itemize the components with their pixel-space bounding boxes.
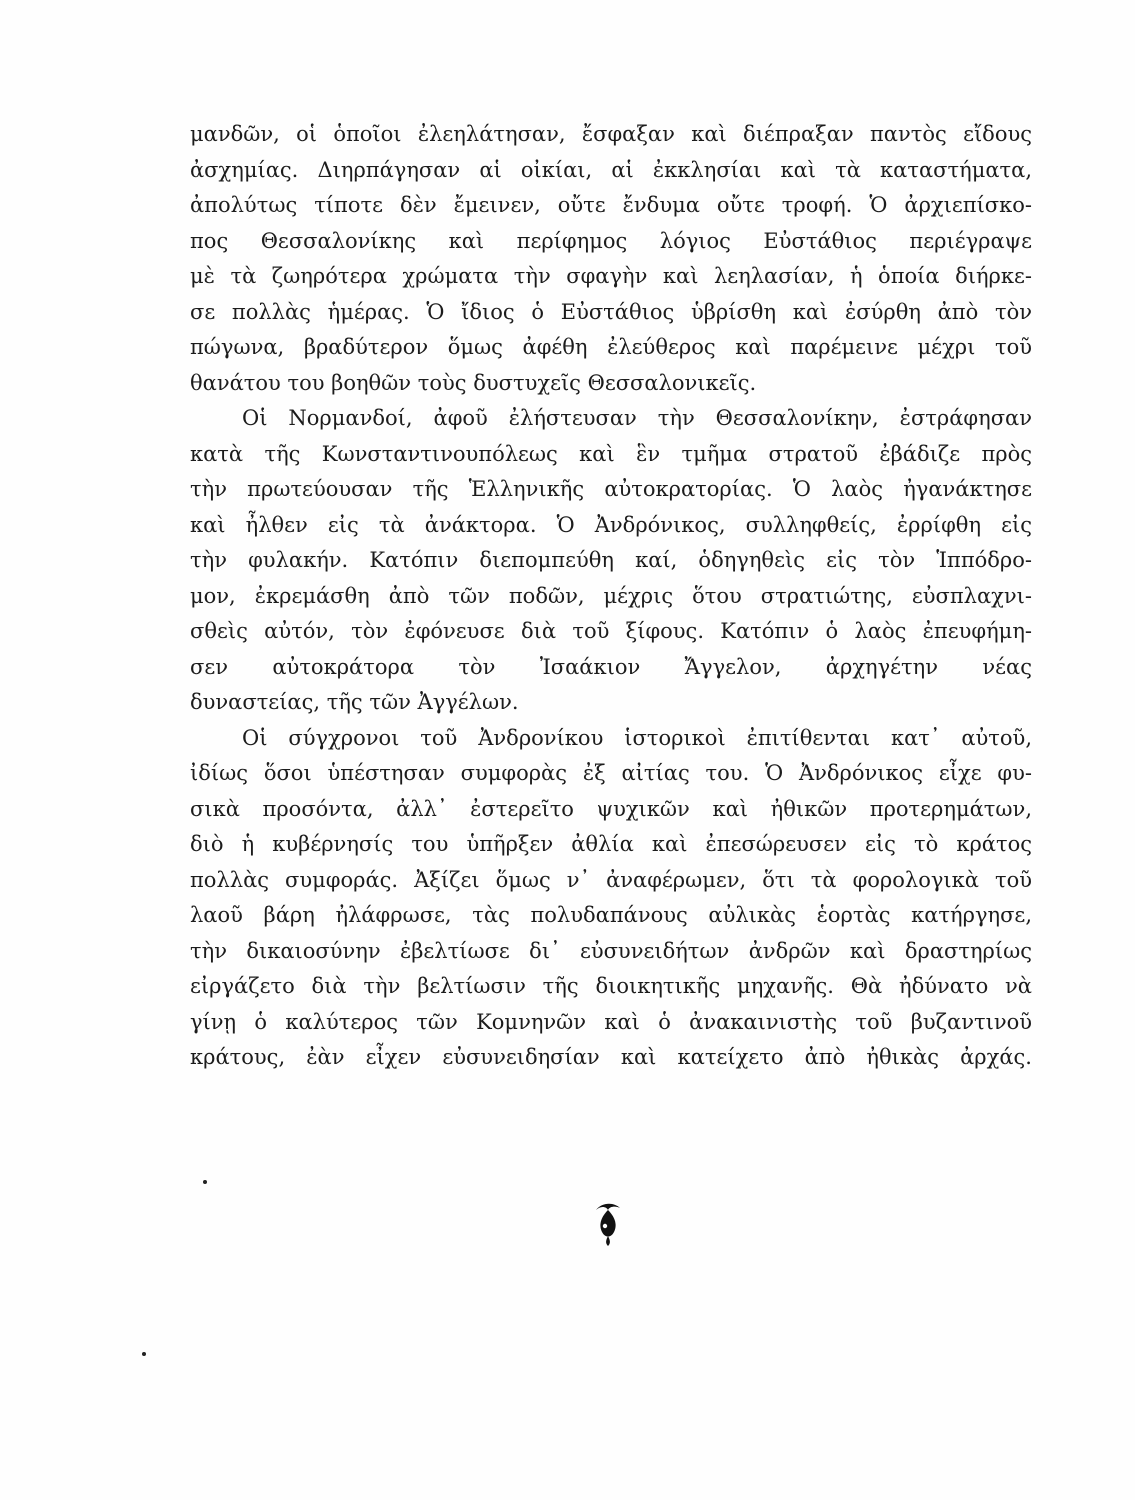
ink-speck [142,1352,146,1356]
text-line: σεν αὐτοκράτορα τὸν Ἰσαάκιον Ἄγγελον, ἀρχηγέτην νέας [190,654,1032,679]
paragraph-2 [190,401,1032,721]
text-line: κράτους, ἐὰν εἶχεν εὐσυνειδησίαν καὶ κατείχετο ἀπὸ ἠθικὰς ἀρχάς. [190,1045,1032,1069]
text-line: σε πολλὰς ἡμέρας. Ὁ ἴδιος ὁ Εὐστάθιος ὑβρίσθη καὶ ἐσύρθη ἀπὸ τὸν [190,299,1032,324]
body-text [190,117,1032,1076]
text-line: πολλὰς συμφοράς. Ἀξίζει ὅμως ν᾿ ἀναφέρωμεν, ὅτι τὰ φορολογικὰ τοῦ [190,867,1032,892]
text-line: ἰδίως ὅσοι ὑπέστησαν συμφορὰς ἐξ αἰτίας του. Ὁ Ἀνδρόνικος εἶχε φυ- [190,761,1032,785]
leaf-ornament-icon [588,1200,628,1248]
text-line: λαοῦ βάρη ἠλάφρωσε, τὰς πολυδαπάνους αὐλικὰς ἑορτὰς κατήργησε, [190,903,1032,927]
text-line: κατὰ τῆς Κωνσταντινουπόλεως καὶ ἓν τμῆμα στρατοῦ ἐβάδιζε πρὸς [190,441,1032,466]
ink-speck [203,1180,207,1184]
text-line: ἀσχημίας. Διηρπάγησαν αἱ οἰκίαι, αἱ ἐκκλησίαι καὶ τὰ καταστήματα, [190,157,1032,182]
text-line: θανάτου του βοηθῶν τοὺς δυστυχεῖς Θεσσαλονικεῖς. [190,370,757,395]
text-line: πος Θεσσαλονίκης καὶ περίφημος λόγιος Εὐστάθιος περιέγραψε [190,228,1032,253]
text-line: Οἱ Νορμανδοί, ἀφοῦ ἐλήστευσαν τὴν Θεσσαλονίκην, ἐστράφησαν [242,406,1032,430]
text-line: τὴν φυλακήν. Κατόπιν διεπομπεύθη καί, ὁδηγηθεὶς εἰς τὸν Ἱππόδρο- [190,548,1032,572]
text-line: εἰργάζετο διὰ τὴν βελτίωσιν τῆς διοικητικῆς μηχανῆς. Θὰ ἠδύνατο νὰ [190,974,1032,998]
text-line: μον, ἐκρεμάσθη ἀπὸ τῶν ποδῶν, μέχρις ὅτου στρατιώτης, εὐσπλαχνι- [190,583,1032,608]
text-line: πώγωνα, βραδύτερον ὅμως ἀφέθη ἐλεύθερος καὶ παρέμεινε μέχρι τοῦ [190,335,1032,359]
text-line: τὴν πρωτεύουσαν τῆς Ἑλληνικῆς αὐτοκρατορίας. Ὁ λαὸς ἠγανάκτησε [190,477,1032,501]
text-line: δυναστείας, τῆς τῶν Ἀγγέλων. [190,690,519,714]
text-line: διὸ ἡ κυβέρνησίς του ὑπῆρξεν ἀθλία καὶ ἐπεσώρευσεν εἰς τὸ κράτος [190,832,1032,856]
text-line: μὲ τὰ ζωηρότερα χρώματα τὴν σφαγὴν καὶ λεηλασίαν, ἡ ὁποία διήρκε- [190,264,1032,288]
text-line: ἀπολύτως τίποτε δὲν ἔμεινεν, οὔτε ἔνδυμα οὔτε τροφή. Ὁ ἀρχιεπίσκο- [190,193,1032,217]
text-line: μανδῶν, οἱ ὁποῖοι ἐλεηλάτησαν, ἔσφαξαν καὶ διέπραξαν παντὸς εἴδους [190,122,1032,146]
text-line: τὴν δικαιοσύνην ἐβελτίωσε δι᾿ εὐσυνειδήτων ἀνδρῶν καὶ δραστηρίως [190,938,1032,963]
text-line: καὶ ἦλθεν εἰς τὰ ἀνάκτορα. Ὁ Ἀνδρόνικος, συλληφθείς, ἐρρίφθη εἰς [190,512,1032,537]
text-line: σικὰ προσόντα, ἀλλ᾿ ἐστερεῖτο ψυχικῶν καὶ ἠθικῶν προτερημάτων, [190,796,1032,821]
paragraph-3 [190,721,1032,1076]
text-line: σθεὶς αὐτόν, τὸν ἐφόνευσε διὰ τοῦ ξίφους. Κατόπιν ὁ λαὸς ἐπευφήμη- [190,619,1032,643]
text-line: Οἱ σύγχρονοι τοῦ Ἀνδρονίκου ἱστορικοὶ ἐπιτίθενται κατ᾿ αὐτοῦ, [242,725,1032,750]
paragraph-1 [190,117,1032,401]
text-line: γίνῃ ὁ καλύτερος τῶν Κομνηνῶν καὶ ὁ ἀνακαινιστὴς τοῦ βυζαντινοῦ [190,1009,1032,1034]
